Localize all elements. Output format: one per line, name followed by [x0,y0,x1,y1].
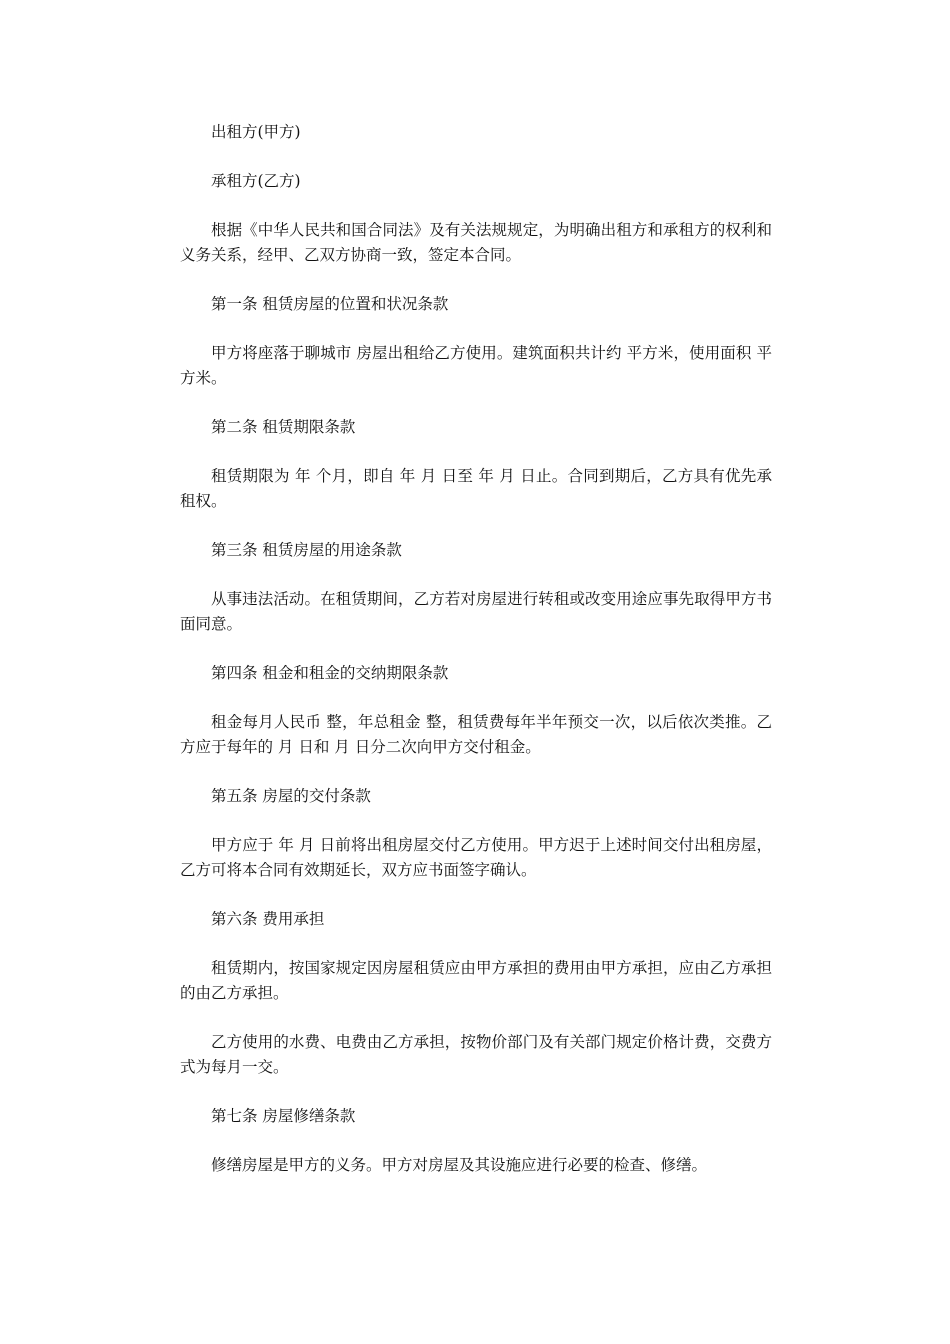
section-paragraph-2: 租赁期限为 年 个月，即自 年 月 日至 年 月 日止。合同到期后，乙方具有优先承租权。 [180,467,772,510]
section-heading-1: 第一条 租赁房屋的位置和状况条款 [211,295,449,313]
section-paragraph-6a: 租赁期内，按国家规定因房屋租赁应由甲方承担的费用由甲方承担，应由乙方承担的由乙方承担。 [180,959,772,1002]
section-heading-3: 第三条 租赁房屋的用途条款 [211,541,402,559]
section-paragraph-4: 租金每月人民币 整，年总租金 整，租赁费每年半年预交一次，以后依次类推。乙方应于每年的 月 日和 月 日分二次向甲方交付租金。 [180,713,772,756]
section-heading-2: 第二条 租赁期限条款 [211,418,356,436]
section-paragraph-7: 修缮房屋是甲方的义务。甲方对房屋及其设施应进行必要的检查、修缮。 [211,1156,708,1174]
lessee-label: 承租方(乙方) [211,172,301,190]
section-paragraph-1: 甲方将座落于聊城市 房屋出租给乙方使用。建筑面积共计约 平方米，使用面积 平方米。 [180,344,772,387]
intro-paragraph: 根据《中华人民共和国合同法》及有关法规规定，为明确出租方和承租方的权利和义务关系，经甲、乙双方协商一致，签定本合同。 [180,221,772,264]
lessor-label: 出租方(甲方) [211,123,301,141]
section-heading-7: 第七条 房屋修缮条款 [211,1107,356,1125]
section-heading-5: 第五条 房屋的交付条款 [211,787,371,805]
section-paragraph-5: 甲方应于 年 月 日前将出租房屋交付乙方使用。甲方迟于上述时间交付出租房屋，乙方可将本合同有效期延长，双方应书面签字确认。 [180,836,772,879]
section-heading-6: 第六条 费用承担 [211,910,325,928]
section-paragraph-6b: 乙方使用的水费、电费由乙方承担，按物价部门及有关部门规定价格计费，交费方式为每月一交。 [180,1033,772,1076]
section-heading-4: 第四条 租金和租金的交纳期限条款 [211,664,449,682]
contract-body [180,120,772,1202]
section-paragraph-3: 从事违法活动。在租赁期间，乙方若对房屋进行转租或改变用途应事先取得甲方书面同意。 [180,590,772,633]
